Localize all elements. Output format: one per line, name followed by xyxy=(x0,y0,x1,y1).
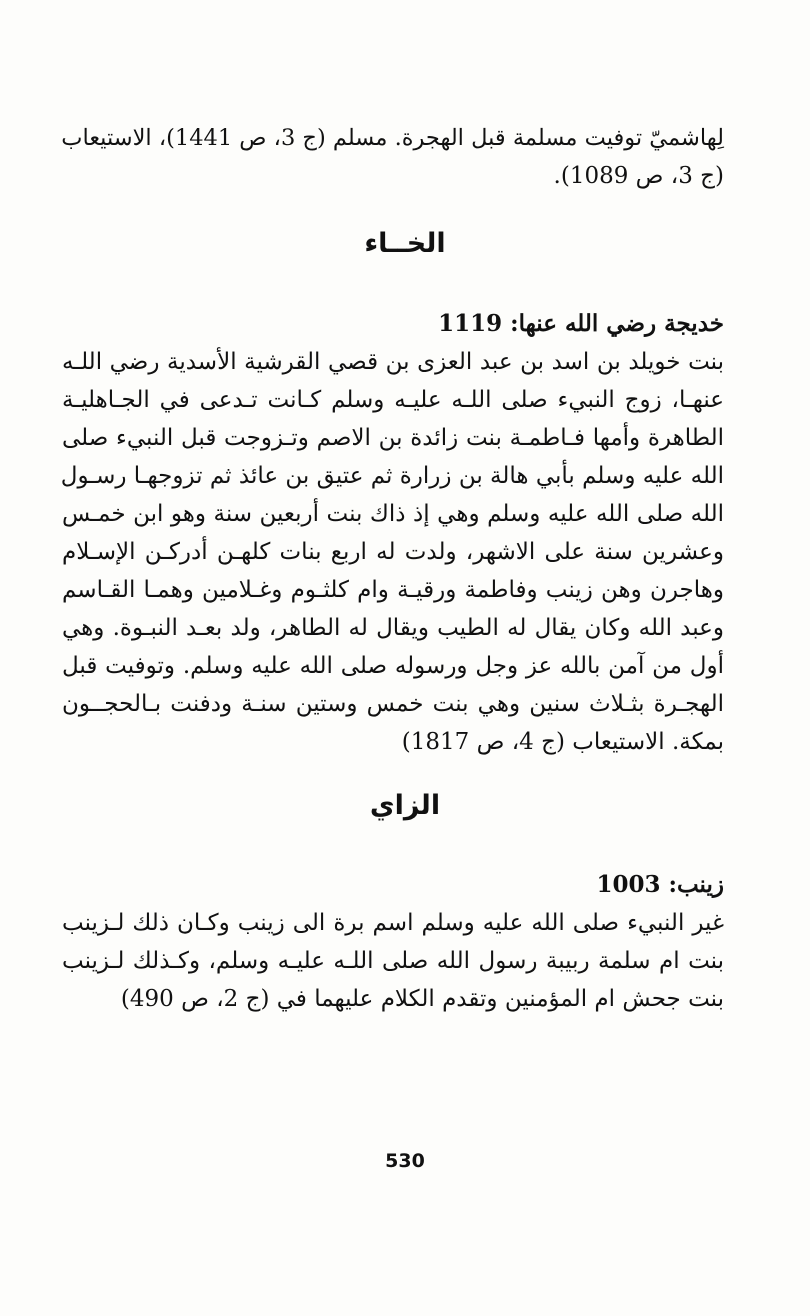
section-heading-zay: الزاي xyxy=(369,790,441,821)
body-line: وعشرين سنة على الاشهر، ولدت له اربع بنات كلهـن أدركـن الإسـلام xyxy=(62,539,724,565)
body-line: غير النبيء صلى الله عليه وسلم اسم برة الى زينب وكـان ذلك لـزينب xyxy=(62,910,724,936)
body-line: بمكة. الاستيعاب (ج 4، ص 1817) xyxy=(401,729,724,755)
entry-title: خديجة رضي الله عنها: 1119 xyxy=(438,310,724,337)
body-line: بنت ام سلمة ربيبة رسول الله صلى اللـه عليـه وسلم، وكـذلك لـزينب xyxy=(62,948,724,974)
entry-khadija xyxy=(62,305,724,761)
body-line: بنت خويلد بن اسد بن عبد العزى بن قصي القرشية الأسدية رضي اللـه xyxy=(62,349,724,375)
body-line: بنت جحش ام المؤمنين وتقدم الكلام عليهما في (ج 2، ص 490) xyxy=(120,986,724,1012)
body-line: الله صلى الله عليه وسلم وهي إذ ذاك بنت أربعين سنة وهو ابن خمـس xyxy=(62,501,724,527)
entry-title: زينب: 1003 xyxy=(596,871,724,898)
body-line: الطاهرة وأمها فـاطمـة بنت زائدة بن الاصم وتـزوجت قبل النبيء صلى xyxy=(62,425,724,451)
body-line: أول من آمن بالله عز وجل ورسوله صلى الله عليه وسلم. وتوفيت قبل xyxy=(62,653,724,679)
body-line: لِهاشميّ توفيت مسلمة قبل الهجرة. مسلم (ج 3، ص 1441)، الاستيعاب xyxy=(61,125,724,151)
page-number: 530 xyxy=(385,1150,425,1172)
body-line: وعبد الله وكان يقال له الطيب ويقال له الطاهر، ولد بعـد النبـوة. وهي xyxy=(62,615,724,641)
body-line: الهجـرة بثـلاث سنين وهي بنت خمس وستين سنـة ودفنت بـالحجــون xyxy=(62,691,724,717)
body-line: وهاجرن وهن زينب وفاطمة ورقيـة وام كلثـوم وغـلامين وهمـا القـاسم xyxy=(62,577,724,603)
body-line: الله عليه وسلم بأبي هالة بن زرارة ثم عتيق بن عائذ ثم تزوجهـا رسـول xyxy=(60,463,724,489)
entry-zaynab xyxy=(62,866,724,1018)
body-line: (ج 3، ص 1089). xyxy=(553,163,724,189)
previous-entry-continuation xyxy=(62,119,724,195)
section-heading-kha: الخــاء xyxy=(364,228,446,259)
body-line: عنهـا، زوج النبيء صلى اللـه عليـه وسلم كـانت تـدعى في الجـاهليـة xyxy=(62,387,724,413)
